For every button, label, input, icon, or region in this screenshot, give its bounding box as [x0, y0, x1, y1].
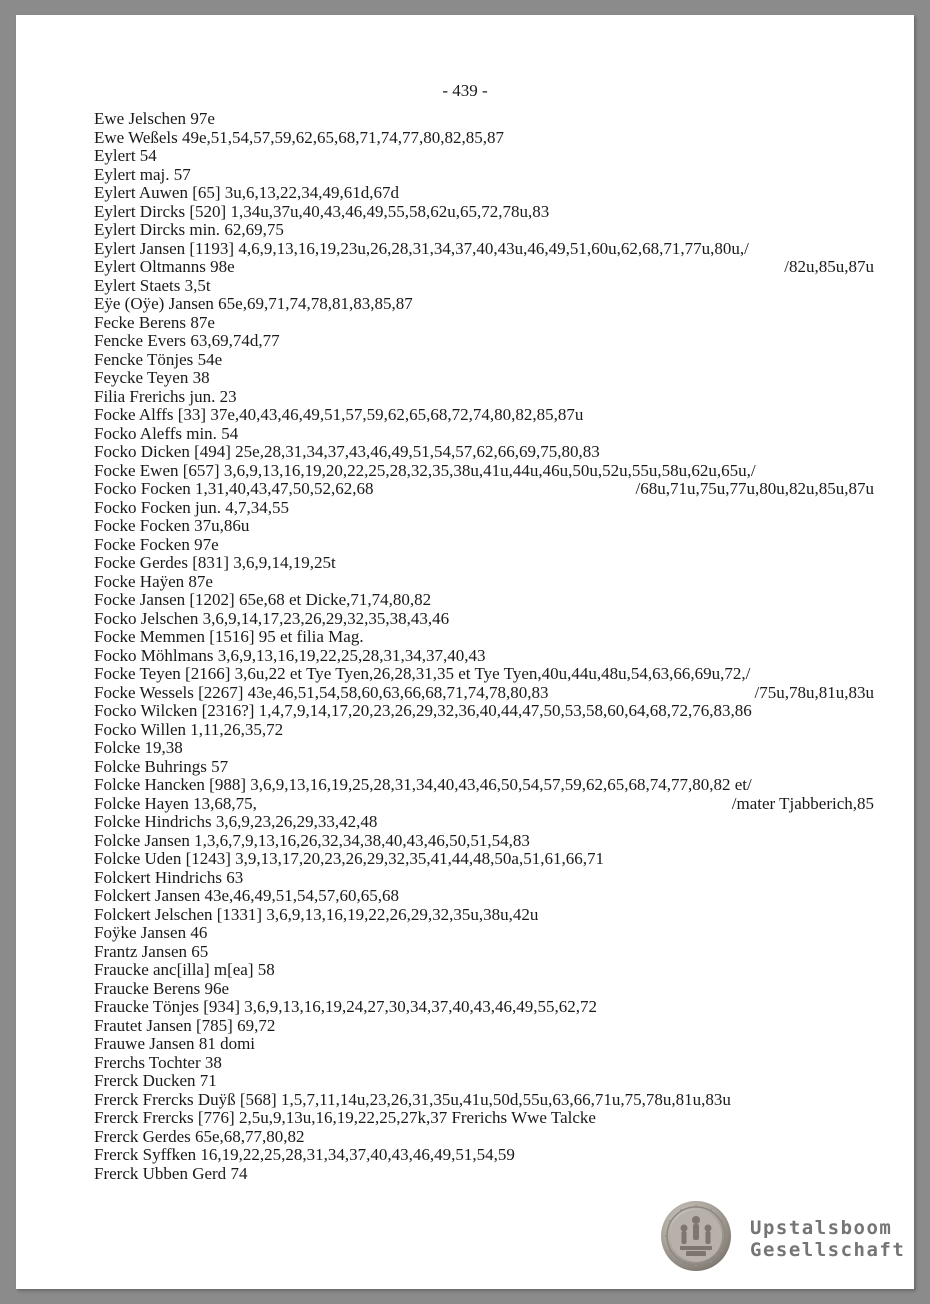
entry-name: Frerck Ducken — [94, 1071, 196, 1090]
entry-references: 65 — [191, 941, 209, 961]
register-entry — [94, 1109, 874, 1128]
entry-references: 1,5,7,11,14u,23,26,31,35u,41u,50d,55u,63,66,71u,75,78u,81u,83u — [280, 1089, 731, 1109]
entry-references: 1,34u,37u,40,43,46,49,55,58,62u,65,72,78u,83 — [230, 201, 550, 221]
entry-references: 57 — [173, 164, 191, 184]
entry-name: Fencke Tönjes — [94, 349, 194, 369]
register-entry — [94, 295, 874, 314]
entry-references: 25e,28,31,34,37,43,46,49,51,54,57,62,66,69,75,80,83 — [235, 442, 600, 461]
register-entry — [94, 388, 874, 407]
entry-references: 54 — [221, 423, 239, 443]
entry-references: 63,69,74d,77 — [190, 331, 280, 350]
entry-references: 3,6,9,13,16,19,22,26,29,32,35u,38u,42u — [266, 904, 539, 924]
entry-continuation: /68u,71u,75u,77u,80u,82u,85u,87u — [635, 479, 874, 498]
entry-name: Fraucke Tönjes [934] — [94, 997, 241, 1016]
entry-name: Eylert — [94, 146, 136, 165]
entry-name: Focke Teyen [2166] — [94, 664, 231, 683]
register-entry — [94, 1165, 874, 1184]
register-entry — [94, 425, 874, 444]
entry-references: 87e — [190, 312, 215, 332]
entry-references: 3,9,13,17,20,23,26,29,32,35,41,44,48,50a,51,61,66,71 — [235, 849, 604, 868]
entry-name: Eylert Dircks [520] — [94, 201, 227, 221]
register-entry — [94, 1035, 874, 1054]
entry-name: Frerck Frercks Duÿß [568] — [94, 1089, 277, 1109]
register-entry — [94, 221, 874, 240]
entry-references: 3,6,9,23,26,29,33,42,48 — [215, 812, 378, 831]
entry-references: 3,6,9,13,16,19,24,27,30,34,37,40,43,46,49,55,62,72 — [244, 997, 598, 1016]
entry-name: Focke Alffs [33] — [94, 405, 207, 424]
register-entry — [94, 943, 874, 962]
entry-name: Eÿe (Oÿe) Jansen — [94, 294, 214, 313]
register-entry — [94, 462, 874, 481]
entry-references: 3u,6,13,22,34,49,61d,67d — [224, 183, 400, 202]
entry-references: 37u,86u — [194, 516, 250, 535]
register-entry — [94, 258, 874, 277]
entry-references: 49e,51,54,57,59,62,65,68,71,74,77,80,82,85,87 — [182, 127, 505, 147]
entry-name: Frerck Syffken — [94, 1145, 197, 1164]
entry-name: Frerck Gerdes — [94, 1126, 191, 1146]
register-entry — [94, 406, 874, 425]
entry-name: Feycke Teyen — [94, 368, 189, 387]
entry-name: Focke Haÿen — [94, 571, 185, 591]
entry-name: Frautet Jansen [785] — [94, 1015, 233, 1035]
entry-name: Eylert Staets — [94, 275, 181, 295]
entry-references: 38 — [192, 368, 210, 387]
register-entry — [94, 351, 874, 370]
entry-name: Eylert Jansen [1193] — [94, 238, 235, 258]
register-entry — [94, 869, 874, 888]
entry-references: 81 domi — [198, 1034, 256, 1053]
entry-name: Focko Focken jun. — [94, 497, 222, 517]
entry-name: Folckert Jansen — [94, 886, 201, 905]
entry-name: Focke Jansen [1202] — [94, 590, 235, 609]
entry-references: 38 — [204, 1052, 222, 1072]
entry-references: 62,69,75 — [224, 220, 284, 239]
entry-references: 95 et filia Mag. — [258, 627, 364, 646]
register-entry — [94, 1128, 874, 1147]
entry-references: 4,7,34,55 — [225, 497, 290, 517]
entry-references: 3,6u,22 et Tye Tyen,26,28,31,35 et Tye Tyen,40u,44u,48u,54,63,66,69u,72,/ — [234, 664, 751, 683]
register-entry — [94, 665, 874, 684]
entry-name: Frauwe Jansen — [94, 1034, 195, 1053]
entry-name: Filia Frerichs jun. — [94, 386, 216, 406]
register-entry — [94, 1017, 874, 1036]
entry-name: Folcke Hancken [988] — [94, 775, 247, 794]
entry-references: 54e — [197, 349, 223, 369]
register-entry — [94, 1091, 874, 1110]
entry-name: Focko Dicken [494] — [94, 442, 231, 461]
entry-name: Folcke Jansen — [94, 830, 190, 850]
entry-name: Focko Willen — [94, 719, 187, 739]
entry-name: Folckert Jelschen [1331] — [94, 904, 263, 924]
entry-continuation: /82u,85u,87u — [784, 257, 874, 276]
register-entry — [94, 813, 874, 832]
register-entry — [94, 998, 874, 1017]
register-entry — [94, 573, 874, 592]
register-entry — [94, 628, 874, 647]
entry-name: Focke Ewen [657] — [94, 460, 220, 480]
entry-references: 3,6,9,13,16,19,20,22,25,28,32,35,38u,41u,44u,46u,50u,52u,55u,58u,62u,65u,/ — [223, 460, 756, 480]
register-entry — [94, 203, 874, 222]
entry-references: 58 — [257, 960, 275, 979]
entry-references: 19,38 — [144, 738, 183, 757]
entry-references: 69,72 — [237, 1015, 276, 1035]
entry-name: Fraucke Berens — [94, 978, 201, 998]
entry-references: 1,31,40,43,47,50,52,62,68 — [195, 479, 374, 498]
entry-references: 23 — [219, 386, 237, 406]
register-entry — [94, 758, 874, 777]
entry-references: 63 — [226, 867, 244, 887]
entry-name: Ewe Jelschen — [94, 109, 187, 128]
register-entry — [94, 277, 874, 296]
register-entry — [94, 647, 874, 666]
entry-references: 97e — [194, 534, 219, 554]
entry-references: 57 — [211, 756, 229, 776]
entry-name: Fraucke anc[illa] m[ea] — [94, 960, 254, 979]
entry-continuation: /mater Tjabberich,85 — [731, 793, 874, 813]
register-entry — [94, 554, 874, 573]
brand-line-2: Gesellschaft — [750, 1239, 906, 1261]
register-entry — [94, 832, 874, 851]
entry-name: Folckert Hindrichs — [94, 867, 222, 887]
entry-references: 3,6,9,14,17,23,26,29,32,35,38,43,46 — [202, 608, 450, 628]
entry-name: Foÿke Jansen — [94, 923, 187, 942]
register-entry — [94, 166, 874, 185]
entry-references: 65e,68,77,80,82 — [195, 1126, 305, 1146]
register-entry — [94, 906, 874, 925]
register-entry — [94, 591, 874, 610]
register-entry — [94, 980, 874, 999]
entry-references: 1,11,26,35,72 — [190, 719, 284, 739]
register-entry — [94, 536, 874, 555]
entry-name: Focke Focken — [94, 516, 190, 535]
entry-name: Fecke Berens — [94, 312, 187, 332]
entry-name: Frerck Ubben Gerd — [94, 1163, 227, 1183]
entry-name: Folcke Hindrichs — [94, 812, 212, 831]
entry-references: 2,5u,9,13u,16,19,22,25,27k,37 Frerichs Wwe Talcke — [238, 1108, 596, 1127]
register-entry — [94, 739, 874, 758]
register-entry — [94, 721, 874, 740]
register-entry — [94, 443, 874, 462]
upstalsboom-seal-icon — [660, 1200, 732, 1272]
entry-name: Folcke Buhrings — [94, 756, 207, 776]
register-entry — [94, 1072, 874, 1091]
entry-references: 87e — [188, 571, 213, 591]
entry-name: Frerck Frercks [776] — [94, 1108, 235, 1127]
register-entry — [94, 110, 874, 129]
register-entry — [94, 684, 874, 703]
register-entry — [94, 610, 874, 629]
entry-references: 1,4,7,9,14,17,20,23,26,29,32,36,40,44,47,50,53,58,60,64,68,72,76,83,86 — [258, 701, 752, 720]
register-entry — [94, 184, 874, 203]
entry-references: 3,5t — [184, 275, 211, 295]
register-entry — [94, 887, 874, 906]
entry-name: Frerchs Tochter — [94, 1052, 201, 1072]
publisher-logo-text — [750, 1217, 905, 1261]
entry-name: Focke Wessels [2267] — [94, 682, 244, 702]
entry-name: Ewe Weßels — [94, 127, 178, 147]
register-entry — [94, 369, 874, 388]
entry-references: 1,3,6,7,9,13,16,26,32,34,38,40,43,46,50,51,54,83 — [194, 830, 530, 850]
register-entries — [94, 110, 874, 1183]
entry-references: 43e,46,49,51,54,57,60,65,68 — [204, 886, 400, 905]
register-entry — [94, 1146, 874, 1165]
register-entry — [94, 776, 874, 795]
register-entry — [94, 795, 874, 814]
entry-references: 4,6,9,13,16,19,23u,26,28,31,34,37,40,43u,46,49,51,60u,62,68,71,77u,80u,/ — [238, 238, 749, 258]
entry-references: 96e — [204, 978, 230, 998]
register-entry — [94, 129, 874, 148]
entry-name: Folcke — [94, 738, 141, 757]
entry-references: 97e — [190, 109, 215, 128]
entry-references: 16,19,22,25,28,31,34,37,40,43,46,49,51,54,59 — [200, 1145, 515, 1164]
entry-references: 3,6,9,14,19,25t — [233, 553, 336, 572]
entry-references: 43e,46,51,54,58,60,63,66,68,71,74,78,80,83 — [247, 682, 549, 702]
register-entry — [94, 480, 874, 499]
entry-name: Eylert Dircks min. — [94, 220, 221, 239]
entry-references: 65e,68 et Dicke,71,74,80,82 — [238, 590, 432, 609]
entry-name: Focko Focken — [94, 479, 191, 498]
register-entry — [94, 924, 874, 943]
entry-name: Focko Möhlmans — [94, 645, 214, 665]
entry-name: Frantz Jansen — [94, 941, 188, 961]
entry-references: 13,68,75, — [193, 793, 257, 813]
register-entry — [94, 499, 874, 518]
page-number: - 439 - — [442, 81, 488, 100]
entry-name: Eylert Oltmanns — [94, 257, 206, 276]
entry-name: Focke Memmen [1516] — [94, 627, 255, 646]
entry-references: 3,6,9,13,16,19,22,25,28,31,34,37,40,43 — [217, 645, 486, 665]
register-entry — [94, 702, 874, 721]
entry-references: 46 — [190, 923, 208, 942]
entry-references: 37e,40,43,46,49,51,57,59,62,65,68,72,74,80,82,85,87u — [210, 405, 584, 424]
register-entry — [94, 850, 874, 869]
entry-references: 3,6,9,13,16,19,25,28,31,34,40,43,46,50,54,57,59,62,65,68,74,77,80,82 et/ — [250, 775, 752, 794]
register-entry — [94, 961, 874, 980]
register-entry — [94, 332, 874, 351]
brand-line-1: Upstalsboom — [750, 1217, 893, 1239]
register-entry — [94, 1054, 874, 1073]
entry-name: Focko Jelschen — [94, 608, 199, 628]
register-entry — [94, 314, 874, 333]
entry-continuation: /75u,78u,81u,83u — [754, 682, 874, 702]
entry-name: Focke Gerdes [831] — [94, 553, 230, 572]
entry-name: Folcke Uden [1243] — [94, 849, 231, 868]
entry-references: 65e,69,71,74,78,81,83,85,87 — [218, 294, 413, 313]
entry-name: Eylert Auwen [65] — [94, 183, 221, 202]
entry-name: Focko Wilcken [2316?] — [94, 701, 255, 720]
entry-name: Fencke Evers — [94, 331, 187, 350]
register-entry — [94, 517, 874, 536]
entry-name: Focke Focken — [94, 534, 190, 554]
entry-references: 74 — [230, 1163, 248, 1183]
entry-name: Folcke Hayen — [94, 793, 189, 813]
entry-name: Eylert maj. — [94, 164, 170, 184]
entry-references: 98e — [210, 257, 235, 276]
register-entry — [94, 240, 874, 259]
entry-name: Focko Aleffs min. — [94, 423, 217, 443]
register-entry — [94, 147, 874, 166]
document-page — [16, 15, 914, 1289]
entry-references: 54 — [139, 146, 157, 165]
entry-references: 71 — [199, 1071, 217, 1090]
